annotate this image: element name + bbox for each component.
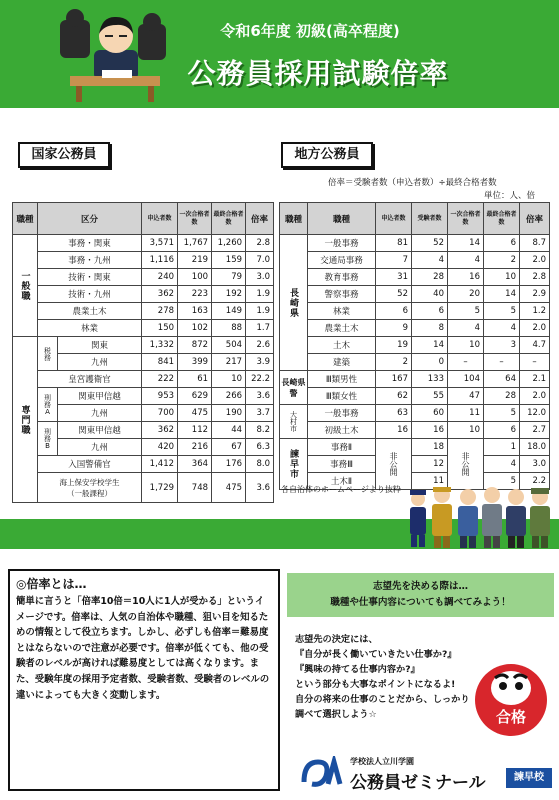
col-header: 申込者数: [376, 203, 412, 235]
cell-final: –: [484, 354, 520, 371]
source-note: 各自治体のホームページより抜粋: [281, 485, 401, 494]
group-label: 長崎県警: [280, 371, 308, 405]
cell-kubun: 関東: [58, 337, 142, 354]
advice-line: 志望先の決定には、: [295, 634, 378, 645]
cell-kubun: 入国警備官: [38, 456, 142, 473]
logo-mark-icon: [300, 756, 348, 788]
cell-ratio: –: [520, 354, 550, 371]
group-label: 専門職: [13, 337, 38, 503]
ratio-body: 簡単に言うと「倍率10倍＝10人に1人が受かる」というイメージです。倍率は、人気の自治体や職種、狙い目を知るための情報として役立ちます。しかし、必ずしも倍率＝難易度とはならないので注意が必要です。倍率が低くても、他の受験者のレベルが高ければ難易度としては高くなります。また、受験年度の採用予定者数、受験者数、受験者のレベルの違いによっても大きく変動します。: [16, 596, 270, 701]
cell-job: Ⅲ類女性: [308, 388, 376, 405]
cell-job: 土木: [308, 337, 376, 354]
cell-exam: 18: [412, 439, 448, 456]
student-exam-illustration: [58, 8, 170, 102]
cell-app: 841: [142, 354, 178, 371]
col-header: 職種: [308, 203, 376, 235]
cell-app: 278: [142, 303, 178, 320]
logo-name: 公務員ゼミナール: [350, 773, 486, 793]
col-header: 一次合格者数: [178, 203, 212, 235]
cell-exam: 52: [412, 235, 448, 252]
cell-first: 1,767: [178, 235, 212, 252]
cell-final: 5: [484, 405, 520, 422]
cell-exam: 14: [412, 337, 448, 354]
table-row: [13, 473, 274, 503]
cell-first: 20: [448, 286, 484, 303]
cell-ratio: 3.9: [246, 354, 274, 371]
cell-kubun: 事務・九州: [38, 252, 142, 269]
cell-app: 240: [142, 269, 178, 286]
cell-app: 1,116: [142, 252, 178, 269]
table-row: [13, 235, 274, 252]
cell-first: 399: [178, 354, 212, 371]
cell-kubun: 九州: [58, 405, 142, 422]
cell-app: 31: [376, 269, 412, 286]
cell-exam: 55: [412, 388, 448, 405]
cell-app: 167: [376, 371, 412, 388]
logo-org: 学校法人立川学園: [350, 757, 414, 766]
table-row: [280, 286, 550, 303]
cell-app: 362: [142, 422, 178, 439]
sub-label: 刑務B: [38, 422, 58, 456]
cell-final: 149: [212, 303, 246, 320]
cell-first: 4: [448, 252, 484, 269]
cell-ratio: 2.9: [520, 286, 550, 303]
cell-first: 219: [178, 252, 212, 269]
table-row: [280, 456, 550, 473]
cell-first: 4: [448, 320, 484, 337]
table-header-row: [280, 203, 550, 235]
cell-final: 14: [484, 286, 520, 303]
cell-final: 28: [484, 388, 520, 405]
cell-final: 1: [484, 439, 520, 456]
cell-exam: 60: [412, 405, 448, 422]
cell-kubun: 皇宮護衛官: [38, 371, 142, 388]
table-row: [13, 303, 274, 320]
cell-exam: 133: [412, 371, 448, 388]
cell-ratio: 2.8: [246, 235, 274, 252]
cell-exam: 11: [412, 473, 448, 490]
table-row: [280, 405, 550, 422]
cell-app: 150: [142, 320, 178, 337]
col-header: 最終合格者数: [484, 203, 520, 235]
cell-first: 47: [448, 388, 484, 405]
ratio-explanation-box: [8, 569, 280, 791]
group-label: 諫早市: [280, 439, 308, 490]
cell-job: 一般事務: [308, 235, 376, 252]
cell-exam: 6: [412, 303, 448, 320]
cell-app: 700: [142, 405, 178, 422]
cell-kubun: 林業: [38, 320, 142, 337]
cell-hikoukai: 非公開: [376, 439, 412, 490]
cell-first: 216: [178, 439, 212, 456]
cell-final: 4: [484, 456, 520, 473]
ratio-formula-note: 倍率＝受験者数（申込者数）÷最終合格者数: [328, 178, 497, 188]
cell-final: 190: [212, 405, 246, 422]
cell-kubun: 九州: [58, 354, 142, 371]
ratio-heading: ◎倍率とは…: [16, 577, 87, 591]
cell-job: 交通局事務: [308, 252, 376, 269]
cell-first: 104: [448, 371, 484, 388]
table-row: [13, 320, 274, 337]
cell-job: 林業: [308, 303, 376, 320]
header-title: 公務員採用試験倍率: [187, 57, 449, 90]
unit-note: 単位：人、倍: [484, 191, 536, 201]
local-section-label: 地方公務員: [281, 142, 373, 168]
cell-job: 初級土木: [308, 422, 376, 439]
advice-line: 『自分が長く働いていきたい仕事か?』: [295, 649, 457, 660]
col-header: 区分: [38, 203, 142, 235]
cell-final: 88: [212, 320, 246, 337]
advice-line: 調べて選択しよう☆: [295, 709, 377, 720]
cell-ratio: 3.0: [246, 269, 274, 286]
daruma-text: 合格: [495, 708, 527, 726]
daruma-icon: [471, 656, 551, 738]
advice-header: [287, 573, 554, 617]
cell-kubun: 海上保安学校学生 （一般課程）: [38, 473, 142, 503]
cell-ratio: 1.2: [520, 303, 550, 320]
table-row: [280, 388, 550, 405]
cell-app: 19: [376, 337, 412, 354]
cell-app: 362: [142, 286, 178, 303]
cell-app: 81: [376, 235, 412, 252]
cell-app: 7: [376, 252, 412, 269]
col-header: 倍率: [520, 203, 550, 235]
cell-app: 62: [376, 388, 412, 405]
cell-first: 112: [178, 422, 212, 439]
cell-ratio: 6.3: [246, 439, 274, 456]
cell-kubun: 九州: [58, 439, 142, 456]
col-header: 職種: [13, 203, 38, 235]
cell-final: 192: [212, 286, 246, 303]
cell-ratio: 2.0: [520, 320, 550, 337]
col-header: 最終合格者数: [212, 203, 246, 235]
cell-job: 教育事務: [308, 269, 376, 286]
table-header-row: [13, 203, 274, 235]
table-row: [280, 303, 550, 320]
table-row: [280, 354, 550, 371]
cell-final: 159: [212, 252, 246, 269]
cell-ratio: 1.7: [246, 320, 274, 337]
cell-first: 364: [178, 456, 212, 473]
cell-first: 14: [448, 235, 484, 252]
col-header: 申込者数: [142, 203, 178, 235]
cell-kubun: 事務・関東: [38, 235, 142, 252]
cell-ratio: 4.7: [520, 337, 550, 354]
cell-final: 6: [484, 422, 520, 439]
cell-exam: 0: [412, 354, 448, 371]
cell-final: 64: [484, 371, 520, 388]
cell-first: 10: [448, 337, 484, 354]
header-banner: [0, 0, 559, 108]
group-label: 大村市: [280, 405, 308, 439]
cell-first: 61: [178, 371, 212, 388]
cell-first: 223: [178, 286, 212, 303]
cell-first: –: [448, 354, 484, 371]
cell-app: 9: [376, 320, 412, 337]
table-row: [280, 439, 550, 456]
cell-kubun: 技術・九州: [38, 286, 142, 303]
table-row: [280, 252, 550, 269]
cell-ratio: 2.7: [520, 422, 550, 439]
cell-ratio: 18.0: [520, 439, 550, 456]
cell-final: 5: [484, 303, 520, 320]
cell-app: 1,412: [142, 456, 178, 473]
sub-label: 税務: [38, 337, 58, 371]
cell-ratio: 3.6: [246, 388, 274, 405]
cell-exam: 40: [412, 286, 448, 303]
cell-final: 67: [212, 439, 246, 456]
cell-job: 事務Ⅲ: [308, 456, 376, 473]
school-logo: [300, 754, 554, 792]
group-label: 長崎県: [280, 235, 308, 371]
national-table: [12, 202, 274, 503]
cell-job: 建築: [308, 354, 376, 371]
cell-final: 176: [212, 456, 246, 473]
col-header: 受験者数: [412, 203, 448, 235]
cell-first: 5: [448, 303, 484, 320]
cell-hikoukai: 非公開: [448, 439, 484, 490]
cell-exam: 28: [412, 269, 448, 286]
cell-ratio: 2.2: [520, 473, 550, 490]
cell-ratio: 12.0: [520, 405, 550, 422]
cell-kubun: 関東甲信越: [58, 422, 142, 439]
table-row: [13, 371, 274, 388]
cell-final: 4: [484, 320, 520, 337]
cell-app: 2: [376, 354, 412, 371]
cell-first: 10: [448, 422, 484, 439]
cell-ratio: 3.7: [246, 405, 274, 422]
cell-app: 953: [142, 388, 178, 405]
col-header: 倍率: [246, 203, 274, 235]
cell-final: 266: [212, 388, 246, 405]
local-table: [279, 202, 550, 490]
table-row: [13, 388, 274, 405]
cell-first: 629: [178, 388, 212, 405]
cell-ratio: 2.6: [246, 337, 274, 354]
cell-final: 475: [212, 473, 246, 503]
cell-final: 79: [212, 269, 246, 286]
cell-exam: 4: [412, 252, 448, 269]
cell-job: Ⅲ類男性: [308, 371, 376, 388]
cell-job: 土木Ⅱ: [308, 473, 376, 490]
table-row: [13, 337, 274, 354]
cell-first: 102: [178, 320, 212, 337]
table-row: [280, 422, 550, 439]
cell-app: 3,571: [142, 235, 178, 252]
cell-ratio: 8.0: [246, 456, 274, 473]
group-label: 一般職: [13, 235, 38, 337]
cell-job: 警察事務: [308, 286, 376, 303]
cell-exam: 12: [412, 456, 448, 473]
advice-head-line1: 志望先を決める際は…: [372, 581, 468, 592]
cell-final: 2: [484, 252, 520, 269]
cell-ratio: 3.6: [246, 473, 274, 503]
table-row: [280, 320, 550, 337]
cell-exam: 8: [412, 320, 448, 337]
cell-first: 872: [178, 337, 212, 354]
cell-app: 222: [142, 371, 178, 388]
cell-kubun: 農業土木: [38, 303, 142, 320]
cell-app: 1,729: [142, 473, 178, 503]
cell-first: 16: [448, 269, 484, 286]
cell-ratio: 2.1: [520, 371, 550, 388]
cell-app: 1,332: [142, 337, 178, 354]
col-header: 一次合格者数: [448, 203, 484, 235]
cell-first: 163: [178, 303, 212, 320]
cell-ratio: 2.0: [520, 252, 550, 269]
cell-ratio: 2.0: [520, 388, 550, 405]
cell-final: 1,260: [212, 235, 246, 252]
col-header: 職種: [280, 203, 308, 235]
cell-final: 10: [212, 371, 246, 388]
table-row: [280, 235, 550, 252]
table-row: [280, 371, 550, 388]
cell-job: 事務Ⅱ: [308, 439, 376, 456]
cell-ratio: 2.8: [520, 269, 550, 286]
cell-ratio: 1.9: [246, 286, 274, 303]
advice-line: という部分も大事なポイントになるよ!: [295, 679, 456, 690]
cell-final: 504: [212, 337, 246, 354]
advice-body: [295, 632, 495, 722]
cell-job: 一般事務: [308, 405, 376, 422]
cell-final: 3: [484, 337, 520, 354]
cell-exam: 16: [412, 422, 448, 439]
cell-final: 5: [484, 473, 520, 490]
national-section-label: 国家公務員: [18, 142, 110, 168]
advice-line: 『興味の持てる仕事内容か?』: [295, 664, 420, 675]
cell-final: 217: [212, 354, 246, 371]
cell-final: 44: [212, 422, 246, 439]
table-row: [13, 456, 274, 473]
advice-line: 自分の将来の仕事のことだから、しっかり: [295, 694, 470, 705]
cell-job: 農業土木: [308, 320, 376, 337]
cell-app: 52: [376, 286, 412, 303]
cell-kubun: 技術・関東: [38, 269, 142, 286]
cell-app: 6: [376, 303, 412, 320]
cell-final: 10: [484, 269, 520, 286]
sub-label: 刑務A: [38, 388, 58, 422]
table-row: [280, 269, 550, 286]
cell-app: 63: [376, 405, 412, 422]
table-row: [280, 337, 550, 354]
cell-ratio: 1.9: [246, 303, 274, 320]
logo-badge: 諫早校: [506, 768, 552, 788]
cell-ratio: 8.7: [520, 235, 550, 252]
cell-ratio: 8.2: [246, 422, 274, 439]
cell-first: 748: [178, 473, 212, 503]
advice-head-line2: 職種や仕事内容についても調べてみよう！: [330, 597, 511, 608]
header-subtitle: 令和6年度 初級(高卒程度): [220, 22, 400, 40]
public-servants-illustration: [406, 485, 556, 549]
cell-ratio: 22.2: [246, 371, 274, 388]
cell-ratio: 3.0: [520, 456, 550, 473]
cell-first: 100: [178, 269, 212, 286]
table-row: [13, 252, 274, 269]
table-row: [13, 286, 274, 303]
table-row: [13, 269, 274, 286]
cell-first: 11: [448, 405, 484, 422]
cell-app: 420: [142, 439, 178, 456]
cell-final: 6: [484, 235, 520, 252]
cell-app: 16: [376, 422, 412, 439]
cell-first: 475: [178, 405, 212, 422]
cell-kubun: 関東甲信越: [58, 388, 142, 405]
table-row: [13, 422, 274, 439]
cell-ratio: 7.0: [246, 252, 274, 269]
